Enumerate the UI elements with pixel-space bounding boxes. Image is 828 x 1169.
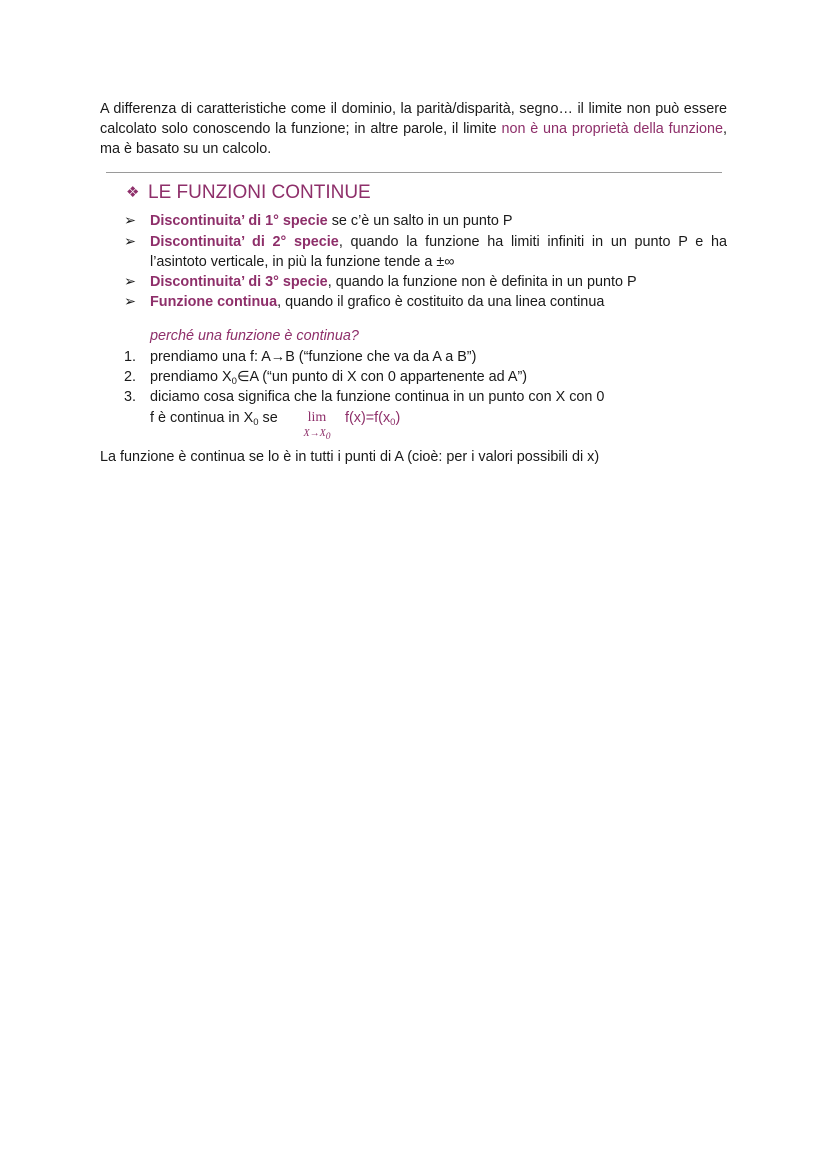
item-text: ∈A (“un punto di X con 0 appartenente ad A”) — [236, 369, 528, 385]
intro-text-2: , ma è basato su un calcolo. — [100, 121, 727, 157]
formula-text: f(x)=f(x — [345, 410, 391, 426]
arrow-bullet-icon: ➢ — [124, 234, 137, 250]
limit-subscript — [297, 428, 337, 440]
bullet-text: , quando il grafico è costituito da una linea continua — [277, 294, 605, 310]
diamond-bullet-icon: ❖ — [126, 184, 140, 201]
arrow-bullet-icon: ➢ — [124, 274, 137, 290]
item-number: 3. — [124, 389, 137, 405]
section-divider — [106, 172, 722, 173]
item-text: prendiamo una f: A→B (“funzione che va da A a B”) — [150, 349, 477, 365]
list-item — [124, 292, 727, 312]
subscript: 0 — [231, 376, 237, 387]
continuity-text: se — [258, 410, 278, 426]
item-text: diciamo cosa significa che la funzione continua in un punto con X con 0 — [150, 389, 605, 405]
numbered-item — [124, 367, 727, 387]
item-text: prendiamo X — [150, 369, 232, 385]
bullet-term: Discontinuita’ di 2° specie — [150, 234, 339, 250]
bullet-text: , quando la funzione non è definita in un punto P — [327, 274, 637, 290]
continuity-formula — [345, 408, 400, 428]
conclusion-paragraph: La funzione è continua se lo è in tutti i punti di A (cioè: per i valori possibili di x) — [100, 449, 600, 465]
item-number: 1. — [124, 349, 137, 365]
subscript: 0 — [253, 417, 259, 428]
numbered-item — [124, 387, 727, 407]
limit-word: lim — [307, 410, 327, 425]
section-title: LE FUNZIONI CONTINUE — [148, 182, 371, 203]
formula-text: ) — [395, 410, 401, 426]
bullet-text: , quando la funzione ha limiti infiniti in un punto P e ha l’asintoto verticale, in più la funzione tende a ±∞ — [150, 234, 727, 270]
intro-highlight: non è una proprietà della funzione — [501, 121, 723, 137]
item-number: 2. — [124, 369, 137, 385]
list-item — [124, 232, 727, 272]
continuity-statement — [150, 408, 278, 428]
numbered-item — [124, 347, 727, 367]
list-item — [124, 272, 727, 292]
intro-text-1: A differenza di caratteristiche come il dominio, la parità/disparità, segno… il limite non può essere calcolato solo conoscendo la funzione; in altre parole, il limite — [100, 101, 727, 137]
limit-expression — [297, 410, 337, 440]
subscript: 0 — [390, 417, 396, 428]
bullet-term: Funzione continua — [150, 294, 278, 310]
continuity-text: f è continua in X — [150, 410, 254, 426]
bullet-term: Discontinuita’ di 3° specie — [150, 274, 328, 290]
limit-under-text: X→X — [303, 428, 326, 439]
subscript: 0 — [325, 432, 331, 442]
question-heading: perché una funzione è continua? — [150, 328, 359, 344]
intro-paragraph — [100, 99, 727, 159]
section-heading — [126, 180, 371, 206]
arrow-bullet-icon: ➢ — [124, 213, 137, 229]
bullet-text: se c’è un salto in un punto P — [327, 213, 513, 229]
list-item — [124, 211, 727, 231]
arrow-bullet-icon: ➢ — [124, 294, 137, 310]
bullet-term: Discontinuita’ di 1° specie — [150, 213, 328, 229]
